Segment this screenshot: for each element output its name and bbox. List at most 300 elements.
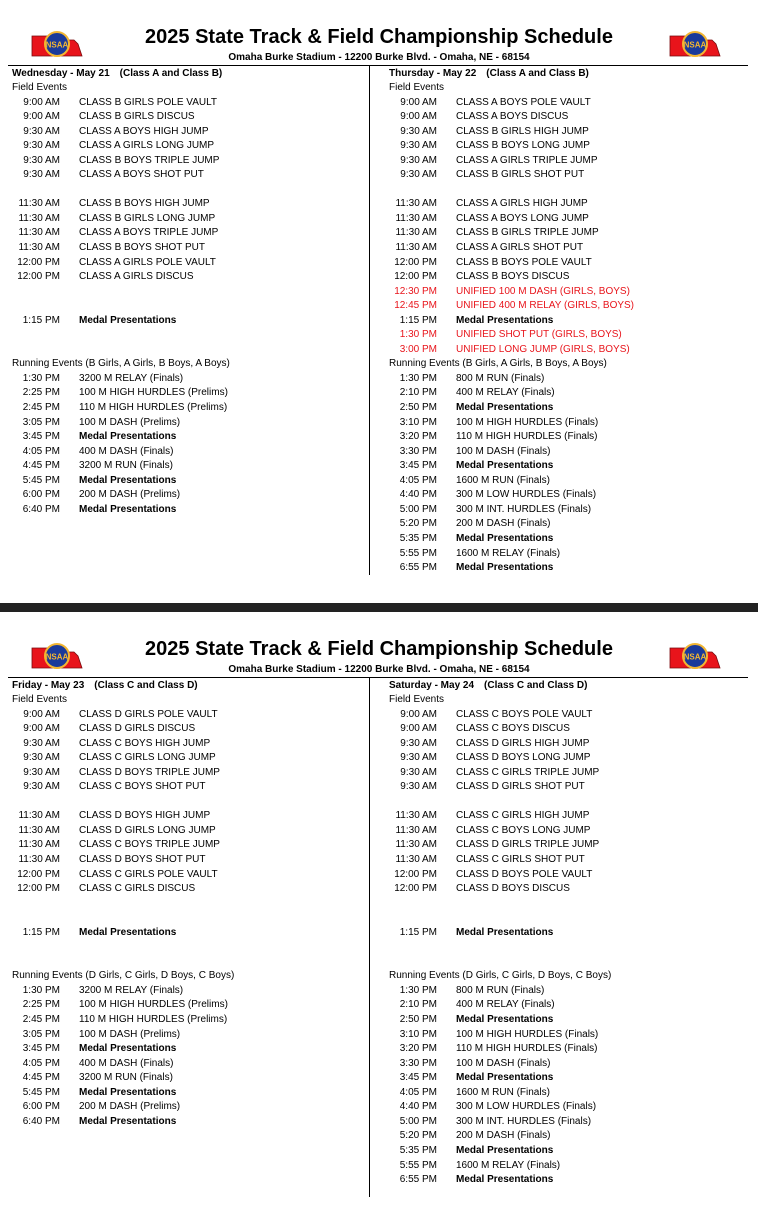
event-name: 400 M RELAY (Finals) bbox=[456, 387, 555, 399]
event-name: CLASS B BOYS LONG JUMP bbox=[456, 140, 590, 152]
event-name: 100 M HIGH HURDLES (Finals) bbox=[456, 1028, 599, 1040]
schedule-row bbox=[12, 1100, 362, 1115]
event-name: 1600 M RELAY (Finals) bbox=[456, 1159, 561, 1171]
event-time: 11:30 AM bbox=[395, 810, 437, 822]
event-name: CLASS D BOYS HIGH JUMP bbox=[79, 810, 211, 822]
event-time: 11:30 AM bbox=[18, 242, 60, 254]
schedule-row bbox=[389, 503, 739, 518]
event-name: CLASS D BOYS LONG JUMP bbox=[456, 752, 591, 764]
schedule-row bbox=[12, 998, 362, 1013]
event-name: CLASS C BOYS POLE VAULT bbox=[456, 708, 593, 720]
blank-row bbox=[12, 285, 362, 300]
event-name: 300 M LOW HURDLES (Finals) bbox=[456, 1101, 597, 1113]
event-name: CLASS B GIRLS HIGH JUMP bbox=[456, 125, 589, 137]
event-name: Medal Presentations bbox=[79, 1086, 177, 1098]
schedule-row bbox=[12, 1086, 362, 1101]
schedule-row bbox=[389, 722, 739, 737]
schedule-row bbox=[389, 139, 739, 154]
schedule-row bbox=[12, 459, 362, 474]
schedule-row bbox=[389, 474, 739, 489]
event-name: 3200 M RELAY (Finals) bbox=[79, 372, 184, 384]
event-time: 6:55 PM bbox=[399, 562, 437, 574]
event-name: CLASS C GIRLS SHOT PUT bbox=[456, 854, 585, 866]
event-time: 11:30 AM bbox=[395, 198, 437, 210]
section-label bbox=[12, 81, 362, 96]
schedule-page-1 bbox=[0, 0, 758, 598]
event-time: 4:05 PM bbox=[399, 474, 437, 486]
schedule-row bbox=[389, 1071, 739, 1086]
blank-row bbox=[12, 955, 362, 970]
venue-address: Omaha Burke Stadium - 12200 Burke Blvd. - Omaha, NE - 68154 bbox=[228, 664, 530, 675]
event-time: 9:30 AM bbox=[23, 169, 60, 181]
event-name: 100 M DASH (Prelims) bbox=[79, 416, 181, 428]
blank-row bbox=[12, 299, 362, 314]
event-time: 12:00 PM bbox=[17, 883, 60, 895]
schedule-row bbox=[389, 459, 739, 474]
emblem-text: NSAA bbox=[45, 40, 69, 50]
section-label-text: Running Events (D Girls, C Girls, D Boys, C Boys) bbox=[389, 970, 612, 982]
schedule-row bbox=[389, 386, 739, 401]
event-name: CLASS D GIRLS HIGH JUMP bbox=[456, 737, 590, 749]
schedule-row bbox=[12, 386, 362, 401]
schedule-row bbox=[389, 838, 739, 853]
event-name: CLASS B BOYS HIGH JUMP bbox=[79, 198, 210, 210]
event-time: 9:30 AM bbox=[23, 781, 60, 793]
event-name: CLASS B BOYS SHOT PUT bbox=[79, 242, 205, 254]
event-name: CLASS C BOYS HIGH JUMP bbox=[79, 737, 211, 749]
blank-row bbox=[12, 911, 362, 926]
event-name: Medal Presentations bbox=[79, 431, 177, 443]
event-name: UNIFIED 400 M RELAY (GIRLS, BOYS) bbox=[456, 300, 635, 312]
schedule-row bbox=[389, 547, 739, 562]
emblem-text: NSAA bbox=[45, 652, 69, 662]
event-time: 4:40 PM bbox=[399, 1101, 437, 1113]
event-time: 9:00 AM bbox=[23, 723, 60, 735]
event-name: Medal Presentations bbox=[456, 460, 554, 472]
event-name: 100 M HIGH HURDLES (Prelims) bbox=[79, 387, 228, 399]
day-classes: (Class A and Class B) bbox=[486, 68, 589, 79]
event-time: 6:00 PM bbox=[22, 489, 60, 501]
event-time: 3:45 PM bbox=[22, 1043, 60, 1055]
venue-address: Omaha Burke Stadium - 12200 Burke Blvd. - Omaha, NE - 68154 bbox=[228, 52, 530, 63]
schedule-row bbox=[389, 1100, 739, 1115]
event-name: 3200 M RUN (Finals) bbox=[79, 1072, 173, 1084]
event-time: 5:20 PM bbox=[399, 1130, 437, 1142]
event-name: 200 M DASH (Prelims) bbox=[79, 489, 181, 501]
blank-row bbox=[12, 940, 362, 955]
schedule-row bbox=[12, 96, 362, 111]
schedule-row bbox=[12, 984, 362, 999]
event-time: 1:15 PM bbox=[399, 926, 437, 938]
event-name: Medal Presentations bbox=[456, 314, 554, 326]
event-name: CLASS C GIRLS HIGH JUMP bbox=[456, 810, 590, 822]
schedule-row bbox=[389, 430, 739, 445]
day-classes: (Class C and Class D) bbox=[94, 680, 198, 691]
event-name: CLASS C GIRLS LONG JUMP bbox=[79, 752, 216, 764]
event-name: CLASS C GIRLS DISCUS bbox=[79, 883, 196, 895]
event-name: Medal Presentations bbox=[79, 1115, 177, 1127]
event-time: 6:40 PM bbox=[22, 1115, 60, 1127]
event-time: 3:45 PM bbox=[399, 460, 437, 472]
event-name: 110 M HIGH HURDLES (Prelims) bbox=[79, 402, 228, 414]
schedule-row bbox=[389, 270, 739, 285]
section-label-text: Running Events (B Girls, A Girls, B Boys, A Boys) bbox=[12, 358, 230, 370]
event-name: 200 M DASH (Finals) bbox=[456, 1130, 551, 1142]
schedule-row bbox=[389, 256, 739, 271]
event-time: 5:35 PM bbox=[399, 532, 437, 544]
event-name: CLASS A GIRLS SHOT PUT bbox=[456, 242, 584, 254]
event-time: 2:10 PM bbox=[399, 387, 437, 399]
event-time: 9:00 AM bbox=[23, 96, 60, 108]
blank-row bbox=[12, 343, 362, 358]
schedule-row bbox=[389, 751, 739, 766]
event-name: UNIFIED LONG JUMP (GIRLS, BOYS) bbox=[456, 343, 630, 355]
schedule-row bbox=[12, 241, 362, 256]
schedule-row bbox=[389, 372, 739, 387]
schedule-row bbox=[389, 766, 739, 781]
section-label-text: Field Events bbox=[12, 694, 68, 705]
event-time: 9:30 AM bbox=[23, 752, 60, 764]
page-separator bbox=[0, 603, 758, 612]
event-time: 1:15 PM bbox=[22, 314, 60, 326]
schedule-row bbox=[389, 110, 739, 125]
event-time: 4:45 PM bbox=[22, 1072, 60, 1084]
event-time: 9:30 AM bbox=[400, 154, 437, 166]
event-name: 800 M RUN (Finals) bbox=[456, 372, 545, 384]
schedule-row bbox=[12, 445, 362, 460]
event-name: CLASS B BOYS DISCUS bbox=[456, 271, 570, 283]
event-time: 6:40 PM bbox=[22, 503, 60, 515]
event-time: 9:00 AM bbox=[400, 111, 437, 123]
section-label-text: Field Events bbox=[389, 694, 445, 705]
page-title: 2025 State Track & Field Championship Schedule bbox=[145, 638, 613, 660]
event-time: 9:00 AM bbox=[23, 708, 60, 720]
schedule-row bbox=[12, 751, 362, 766]
event-name: CLASS B GIRLS LONG JUMP bbox=[79, 212, 216, 224]
schedule-row bbox=[12, 139, 362, 154]
schedule-row bbox=[12, 372, 362, 387]
section-label-text: Field Events bbox=[12, 82, 68, 93]
blank-row bbox=[389, 955, 739, 970]
event-name: UNIFIED 100 M DASH (GIRLS, BOYS) bbox=[456, 285, 630, 297]
event-time: 2:10 PM bbox=[399, 999, 437, 1011]
event-time: 4:45 PM bbox=[22, 460, 60, 472]
event-time: 11:30 AM bbox=[18, 227, 60, 239]
schedule-row bbox=[389, 314, 739, 329]
schedule-page-2 bbox=[0, 612, 758, 1210]
day-column bbox=[389, 678, 739, 1188]
event-time: 12:00 PM bbox=[394, 271, 437, 283]
event-name: CLASS C BOYS TRIPLE JUMP bbox=[79, 839, 220, 851]
schedule-row bbox=[12, 708, 362, 723]
schedule-row bbox=[12, 1013, 362, 1028]
event-name: CLASS A BOYS HIGH JUMP bbox=[79, 125, 209, 137]
emblem-text: NSAA bbox=[683, 40, 707, 50]
schedule-row bbox=[389, 1042, 739, 1057]
event-time: 9:30 AM bbox=[400, 766, 437, 778]
schedule-row bbox=[389, 1115, 739, 1130]
day-column bbox=[12, 678, 362, 1129]
event-time: 3:20 PM bbox=[399, 431, 437, 443]
event-time: 2:50 PM bbox=[399, 402, 437, 414]
event-time: 9:00 AM bbox=[23, 111, 60, 123]
event-time: 3:05 PM bbox=[22, 416, 60, 428]
event-name: CLASS A BOYS SHOT PUT bbox=[79, 169, 204, 181]
event-name: CLASS D BOYS SHOT PUT bbox=[79, 854, 206, 866]
event-time: 5:45 PM bbox=[22, 474, 60, 486]
event-name: Medal Presentations bbox=[456, 1144, 554, 1156]
event-time: 1:15 PM bbox=[399, 314, 437, 326]
schedule-row bbox=[389, 241, 739, 256]
section-label bbox=[389, 81, 739, 96]
blank-row bbox=[389, 897, 739, 912]
schedule-row bbox=[12, 780, 362, 795]
event-name: CLASS B BOYS TRIPLE JUMP bbox=[79, 154, 220, 166]
event-time: 9:30 AM bbox=[23, 154, 60, 166]
event-time: 3:30 PM bbox=[399, 1057, 437, 1069]
event-time: 3:45 PM bbox=[22, 431, 60, 443]
event-time: 9:30 AM bbox=[23, 140, 60, 152]
event-name: 100 M HIGH HURDLES (Prelims) bbox=[79, 999, 228, 1011]
schedule-row bbox=[389, 780, 739, 795]
schedule-row bbox=[389, 824, 739, 839]
event-time: 9:30 AM bbox=[400, 781, 437, 793]
event-name: 1600 M RUN (Finals) bbox=[456, 1086, 550, 1098]
day-date: Thursday - May 22 bbox=[389, 68, 477, 79]
event-time: 11:30 AM bbox=[395, 227, 437, 239]
event-time: 12:00 PM bbox=[394, 868, 437, 880]
event-time: 5:00 PM bbox=[399, 503, 437, 515]
event-time: 3:10 PM bbox=[399, 416, 437, 428]
event-name: 100 M DASH (Prelims) bbox=[79, 1028, 181, 1040]
event-name: 3200 M RELAY (Finals) bbox=[79, 984, 184, 996]
schedule-row bbox=[389, 868, 739, 883]
event-name: 3200 M RUN (Finals) bbox=[79, 460, 173, 472]
schedule-row bbox=[12, 503, 362, 518]
event-name: CLASS D BOYS DISCUS bbox=[456, 883, 570, 895]
event-time: 11:30 AM bbox=[18, 839, 60, 851]
schedule-row bbox=[12, 722, 362, 737]
schedule-row bbox=[12, 737, 362, 752]
event-time: 3:05 PM bbox=[22, 1028, 60, 1040]
blank-row bbox=[389, 795, 739, 810]
event-name: CLASS A BOYS POLE VAULT bbox=[456, 96, 591, 108]
event-name: Medal Presentations bbox=[79, 1043, 177, 1055]
event-name: CLASS B BOYS POLE VAULT bbox=[456, 256, 592, 268]
schedule-row bbox=[389, 532, 739, 547]
event-name: CLASS D GIRLS POLE VAULT bbox=[79, 708, 218, 720]
schedule-row bbox=[389, 212, 739, 227]
schedule-row bbox=[12, 766, 362, 781]
schedule-row bbox=[389, 1057, 739, 1072]
day-classes: (Class A and Class B) bbox=[119, 68, 223, 79]
schedule-row bbox=[12, 270, 362, 285]
event-name: CLASS A GIRLS LONG JUMP bbox=[79, 140, 215, 152]
event-name: CLASS C GIRLS POLE VAULT bbox=[79, 868, 218, 880]
schedule-row bbox=[389, 517, 739, 532]
event-name: CLASS B GIRLS POLE VAULT bbox=[79, 96, 218, 108]
event-name: 1600 M RELAY (Finals) bbox=[456, 547, 561, 559]
schedule-row bbox=[389, 737, 739, 752]
event-name: CLASS D GIRLS DISCUS bbox=[79, 723, 196, 735]
event-time: 1:30 PM bbox=[399, 329, 437, 341]
event-time: 5:55 PM bbox=[399, 1159, 437, 1171]
schedule-row bbox=[389, 299, 739, 314]
event-name: Medal Presentations bbox=[456, 402, 554, 414]
event-name: CLASS C GIRLS TRIPLE JUMP bbox=[456, 766, 600, 778]
event-time: 9:30 AM bbox=[23, 125, 60, 137]
event-name: UNIFIED SHOT PUT (GIRLS, BOYS) bbox=[456, 329, 622, 341]
blank-row bbox=[389, 183, 739, 198]
event-name: CLASS D GIRLS SHOT PUT bbox=[456, 781, 585, 793]
blank-row bbox=[12, 897, 362, 912]
schedule-row bbox=[12, 226, 362, 241]
event-name: Medal Presentations bbox=[456, 532, 554, 544]
event-time: 11:30 AM bbox=[395, 854, 437, 866]
event-time: 11:30 AM bbox=[18, 810, 60, 822]
day-column bbox=[389, 66, 739, 576]
schedule-row bbox=[12, 838, 362, 853]
schedule-row bbox=[12, 474, 362, 489]
event-name: CLASS B GIRLS SHOT PUT bbox=[456, 169, 585, 181]
event-name: CLASS A BOYS LONG JUMP bbox=[456, 212, 589, 224]
schedule-row bbox=[12, 110, 362, 125]
schedule-row bbox=[12, 809, 362, 824]
day-header bbox=[389, 66, 739, 81]
day-classes: (Class C and Class D) bbox=[484, 680, 588, 691]
event-name: Medal Presentations bbox=[456, 1072, 554, 1084]
event-time: 3:45 PM bbox=[399, 1072, 437, 1084]
event-name: 100 M DASH (Finals) bbox=[456, 445, 551, 457]
schedule-row bbox=[389, 853, 739, 868]
event-name: 100 M DASH (Finals) bbox=[456, 1057, 551, 1069]
schedule-row bbox=[389, 926, 739, 941]
event-name: CLASS B GIRLS TRIPLE JUMP bbox=[456, 227, 599, 239]
schedule-row bbox=[12, 868, 362, 883]
schedule-row bbox=[12, 168, 362, 183]
event-name: Medal Presentations bbox=[79, 503, 177, 515]
event-time: 6:55 PM bbox=[399, 1174, 437, 1186]
schedule-row bbox=[389, 1173, 739, 1188]
blank-row bbox=[12, 183, 362, 198]
event-time: 11:30 AM bbox=[18, 854, 60, 866]
event-name: CLASS A GIRLS TRIPLE JUMP bbox=[456, 154, 598, 166]
event-time: 11:30 AM bbox=[395, 212, 437, 224]
schedule-row bbox=[389, 96, 739, 111]
event-time: 9:30 AM bbox=[400, 737, 437, 749]
event-time: 4:05 PM bbox=[22, 445, 60, 457]
schedule-row bbox=[12, 882, 362, 897]
event-name: CLASS A BOYS TRIPLE JUMP bbox=[79, 227, 219, 239]
event-name: Medal Presentations bbox=[456, 1174, 554, 1186]
schedule-row bbox=[389, 343, 739, 358]
event-name: 400 M RELAY (Finals) bbox=[456, 999, 555, 1011]
section-label-text: Field Events bbox=[389, 82, 445, 93]
blank-row bbox=[12, 328, 362, 343]
event-name: 100 M HIGH HURDLES (Finals) bbox=[456, 416, 599, 428]
event-time: 9:00 AM bbox=[400, 723, 437, 735]
schedule-row bbox=[12, 1057, 362, 1072]
schedule-row bbox=[389, 1129, 739, 1144]
event-time: 12:45 PM bbox=[394, 300, 437, 312]
schedule-row bbox=[389, 1144, 739, 1159]
schedule-row bbox=[12, 256, 362, 271]
event-name: CLASS C BOYS SHOT PUT bbox=[79, 781, 206, 793]
schedule-row bbox=[12, 314, 362, 329]
schedule-row bbox=[12, 1115, 362, 1130]
event-time: 5:45 PM bbox=[22, 1086, 60, 1098]
event-name: CLASS C BOYS DISCUS bbox=[456, 723, 570, 735]
event-time: 6:00 PM bbox=[22, 1101, 60, 1113]
event-time: 2:50 PM bbox=[399, 1014, 437, 1026]
event-time: 9:30 AM bbox=[400, 752, 437, 764]
event-time: 12:00 PM bbox=[17, 256, 60, 268]
day-header bbox=[389, 678, 739, 693]
schedule-row bbox=[389, 197, 739, 212]
schedule-row bbox=[389, 226, 739, 241]
schedule-row bbox=[389, 488, 739, 503]
section-label bbox=[12, 693, 362, 708]
event-time: 4:40 PM bbox=[399, 489, 437, 501]
event-name: 110 M HIGH HURDLES (Finals) bbox=[456, 1043, 598, 1055]
event-time: 11:30 AM bbox=[18, 824, 60, 836]
event-name: 400 M DASH (Finals) bbox=[79, 1057, 174, 1069]
schedule-row bbox=[12, 1042, 362, 1057]
schedule-row bbox=[389, 168, 739, 183]
event-time: 12:00 PM bbox=[394, 883, 437, 895]
schedule-row bbox=[12, 488, 362, 503]
page-title: 2025 State Track & Field Championship Schedule bbox=[145, 26, 613, 48]
event-name: 300 M INT. HURDLES (Finals) bbox=[456, 503, 592, 515]
event-name: 1600 M RUN (Finals) bbox=[456, 474, 550, 486]
event-time: 11:30 AM bbox=[395, 242, 437, 254]
event-name: CLASS A BOYS DISCUS bbox=[456, 111, 569, 123]
event-time: 3:00 PM bbox=[399, 343, 437, 355]
event-time: 9:30 AM bbox=[400, 169, 437, 181]
schedule-row bbox=[389, 809, 739, 824]
event-name: Medal Presentations bbox=[456, 562, 554, 574]
event-time: 3:30 PM bbox=[399, 445, 437, 457]
event-name: CLASS D BOYS TRIPLE JUMP bbox=[79, 766, 220, 778]
event-time: 1:30 PM bbox=[399, 372, 437, 384]
event-time: 12:00 PM bbox=[17, 868, 60, 880]
schedule-row bbox=[12, 853, 362, 868]
event-time: 9:00 AM bbox=[400, 96, 437, 108]
event-time: 9:30 AM bbox=[23, 766, 60, 778]
schedule-row bbox=[389, 984, 739, 999]
schedule-row bbox=[12, 416, 362, 431]
event-time: 5:20 PM bbox=[399, 518, 437, 530]
event-name: 300 M LOW HURDLES (Finals) bbox=[456, 489, 597, 501]
event-name: CLASS B GIRLS DISCUS bbox=[79, 111, 195, 123]
schedule-row bbox=[12, 197, 362, 212]
event-name: 110 M HIGH HURDLES (Prelims) bbox=[79, 1014, 228, 1026]
day-date: Saturday - May 24 bbox=[389, 680, 475, 691]
event-name: CLASS A GIRLS HIGH JUMP bbox=[456, 198, 588, 210]
section-label bbox=[389, 693, 739, 708]
event-name: CLASS A GIRLS DISCUS bbox=[79, 271, 194, 283]
schedule-row bbox=[389, 125, 739, 140]
event-name: 200 M DASH (Prelims) bbox=[79, 1101, 181, 1113]
day-date: Friday - May 23 bbox=[12, 680, 85, 691]
event-name: 110 M HIGH HURDLES (Finals) bbox=[456, 431, 598, 443]
schedule-row bbox=[389, 328, 739, 343]
event-name: CLASS D BOYS POLE VAULT bbox=[456, 868, 593, 880]
day-header bbox=[12, 678, 362, 693]
schedule-row bbox=[389, 882, 739, 897]
event-time: 2:45 PM bbox=[22, 402, 60, 414]
event-name: Medal Presentations bbox=[456, 1014, 554, 1026]
